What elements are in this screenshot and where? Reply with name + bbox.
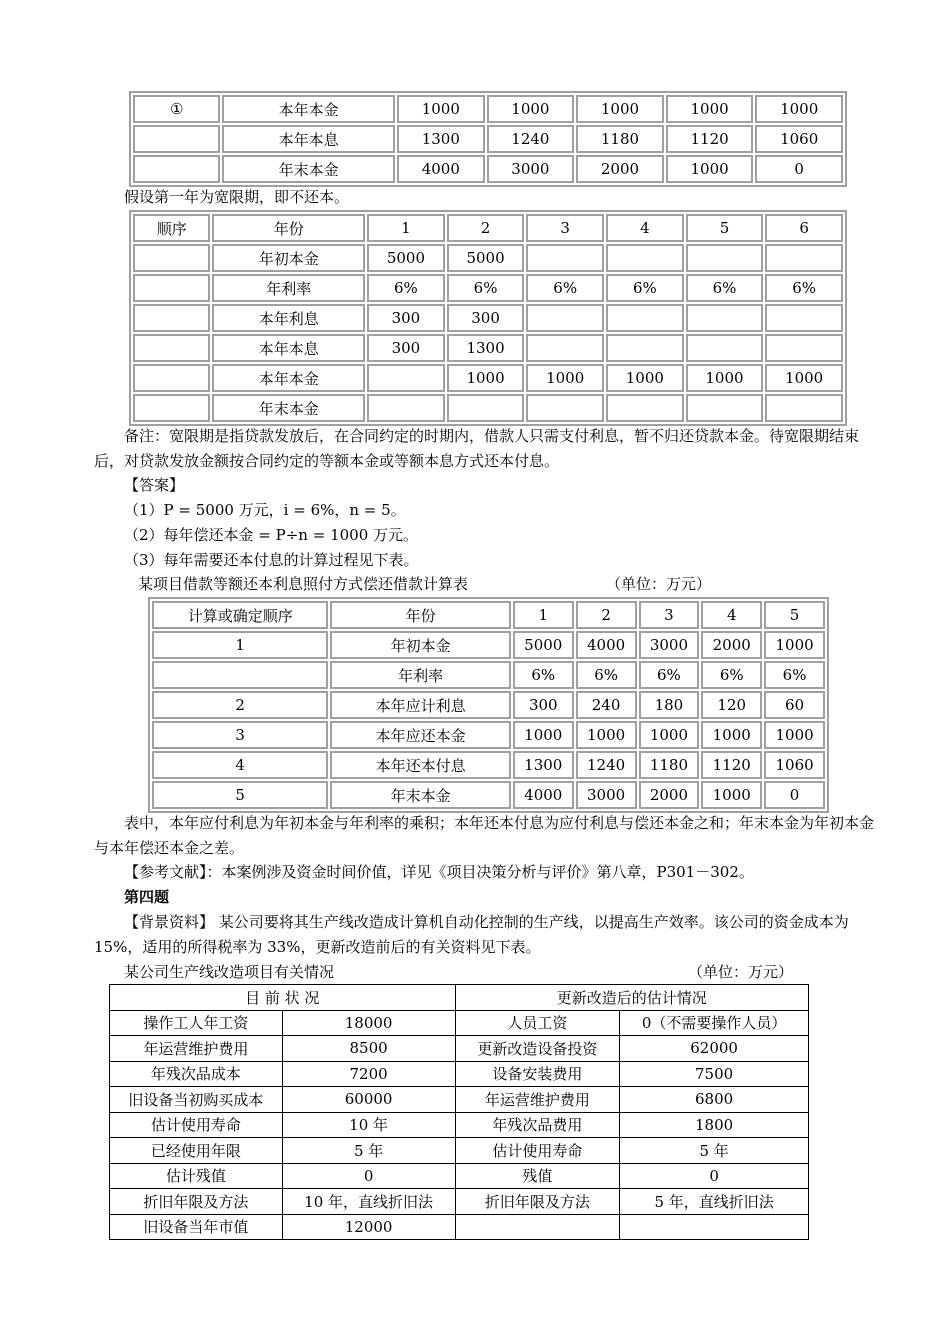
table-cell: 0 [764,781,825,809]
table-cell: 6% [576,661,637,689]
table-cell [686,244,764,272]
table-cell [367,394,445,422]
table-cell [133,244,210,272]
table-row [133,364,843,392]
table-row [110,1010,809,1036]
table-cell [765,394,843,422]
table-cell: 6% [701,661,762,689]
table-cell: 1000 [764,721,825,749]
table3-caption: 某项目借款等额还本利息照付方式偿还借款计算表 [138,575,469,593]
table-header-cell: 顺序 [133,214,210,242]
table-cell [765,244,843,272]
table-row [133,274,843,302]
table-cell: 更新改造设备投资 [455,1036,620,1062]
table-cell [765,334,843,362]
table-cell: 3000 [576,781,637,809]
table-cell [133,274,210,302]
table-header-cell: 6 [765,214,843,242]
table-cell: 估计使用寿命 [110,1112,283,1138]
table-cell: 4000 [397,155,485,183]
table-cell: 折旧年限及方法 [110,1189,283,1215]
table-cell: 6% [606,274,684,302]
table-cell: 5000 [447,244,525,272]
question4-title: 第四题 [124,888,170,906]
table-cell: 60 [764,691,825,719]
table-cell: 6% [447,274,525,302]
table-cell: 2000 [701,631,762,659]
table-cell: 本年应还本金 [330,721,510,749]
table-cell: 4 [152,751,328,779]
repayment-table-1 [129,91,847,187]
background-material: 【背景资料】 某公司要将其生产线改造成计算机自动化控制的生产线，以提高生产效率。该公司的资金成本为 15%，适用的所得税率为 33%，更新改造前后的有关资料见下表。 [94,913,849,956]
table-cell: 年利率 [212,274,365,302]
table-cell: 0（不需要操作人员） [620,1010,809,1036]
table-cell: 年初本金 [330,631,510,659]
table-row [133,304,843,332]
table4-caption: 某公司生产线改造项目有关情况 [124,963,335,981]
table-cell: 年残次品成本 [110,1061,283,1087]
grace-period-note: 假设第一年为宽限期，即不还本。 [124,188,350,206]
table-row [152,691,825,719]
table-cell: 0 [282,1163,455,1189]
table-cell: 6% [686,274,764,302]
table4-header-left: 目 前 状 况 [110,985,456,1011]
table-cell: 估计使用寿命 [455,1138,620,1164]
table-header-cell: 1 [367,214,445,242]
table-row [152,751,825,779]
table-cell: 6% [765,274,843,302]
table-header-cell: 年份 [330,601,510,629]
table-cell: 0 [755,155,843,183]
table-cell: 1240 [487,125,575,153]
table-cell: 1300 [513,751,574,779]
table-cell: 6800 [620,1087,809,1113]
table-cell [133,304,210,332]
table-cell: 1 [152,631,328,659]
table-cell: 120 [701,691,762,719]
table-header-cell: 5 [764,601,825,629]
table-cell: 1000 [686,364,764,392]
table-header-cell: 2 [576,601,637,629]
table-cell [526,334,604,362]
table-cell: 1000 [513,721,574,749]
table-cell [526,304,604,332]
table-cell: 12000 [282,1214,455,1240]
answer-line-3: （3）每年需要还本付息的计算过程见下表。 [124,551,419,569]
table-cell: 6% [526,274,604,302]
table-cell: 本年本金 [222,95,395,123]
table-cell: 5 年 [282,1138,455,1164]
answer-title: 【答案】 [124,476,185,494]
table-cell: 62000 [620,1036,809,1062]
table-cell: 旧设备当年市值 [110,1214,283,1240]
table-cell: 本年本金 [212,364,365,392]
table-cell [606,334,684,362]
table-cell: 10 年 [282,1112,455,1138]
table-cell: 1000 [397,95,485,123]
table-cell: 1000 [576,721,637,749]
table-cell: 1300 [447,334,525,362]
table-cell: 1800 [620,1112,809,1138]
table-row [152,721,825,749]
table-cell: 5000 [513,631,574,659]
table-cell: 本年本息 [222,125,395,153]
table-cell: 5000 [367,244,445,272]
table1-body [133,95,843,183]
table-cell: 折旧年限及方法 [455,1189,620,1215]
equal-principal-table [148,597,829,813]
table-cell [133,364,210,392]
table-cell: 0 [620,1163,809,1189]
table-row [133,155,843,183]
table-cell: 8500 [282,1036,455,1062]
table-row [152,661,825,689]
table-header-cell: 4 [701,601,762,629]
table-row [110,1138,809,1164]
table-cell: 1000 [526,364,604,392]
table-cell: 1000 [755,95,843,123]
table3-explanation: 表中，本年应付利息为年初本金与年利率的乘积；本年还本付息为应付利息与偿还本金之和；年末本金为年初本金与本年偿还本金之差。 [94,814,875,857]
table-cell: 1120 [666,125,754,153]
table-cell [606,394,684,422]
table-cell: 3 [152,721,328,749]
table-cell: 本年本息 [212,334,365,362]
table-cell: 1000 [447,364,525,392]
table-cell [133,155,220,183]
table-cell: 300 [367,304,445,332]
table-cell: 1180 [576,125,664,153]
table4-header-right: 更新改造后的估计情况 [455,985,809,1011]
table-row [110,1214,809,1240]
table-cell: 操作工人年工资 [110,1010,283,1036]
production-line-table [109,984,809,1240]
table-cell: 年残次品费用 [455,1112,620,1138]
answer-line-1: （1）P = 5000 万元，i = 6%，n = 5。 [124,501,406,519]
table-cell: 6% [367,274,445,302]
table-header-cell: 1 [513,601,574,629]
table-cell: 设备安装费用 [455,1061,620,1087]
table-cell [526,394,604,422]
table-cell: 1120 [701,751,762,779]
table-cell [686,304,764,332]
table-header-cell: 年份 [212,214,365,242]
table-cell: 3000 [487,155,575,183]
table-cell: 年末本金 [330,781,510,809]
table-cell: 7200 [282,1061,455,1087]
table-cell: 估计残值 [110,1163,283,1189]
table-cell [152,661,328,689]
table-cell: 1000 [606,364,684,392]
table-cell: 5 年 [620,1138,809,1164]
table3-body [152,601,825,809]
table-cell: 10 年，直线折旧法 [282,1189,455,1215]
table-cell: 1000 [701,721,762,749]
table-cell: 1060 [755,125,843,153]
table4-body [110,985,809,1240]
grace-period-remark: 备注：宽限期是指贷款发放后，在合同约定的时期内，借款人只需支付利息，暂不归还贷款本金。待宽限期结束后，对贷款发放金额按合同约定的等额本金或等额本息方式还本付息。 [94,427,860,470]
table-cell: 1000 [764,631,825,659]
table-cell: 年初本金 [212,244,365,272]
table-cell: 1300 [397,125,485,153]
table4-unit: （单位：万元） [688,963,794,981]
table-header-cell: 计算或确定顺序 [152,601,328,629]
table-cell: 1000 [666,155,754,183]
table-cell: 180 [639,691,700,719]
table-cell [367,364,445,392]
table-cell: 18000 [282,1010,455,1036]
table-cell: 1060 [764,751,825,779]
table-cell [620,1214,809,1240]
table-cell [606,244,684,272]
table-cell: 4000 [513,781,574,809]
table-row [152,631,825,659]
table-cell: 年末本金 [222,155,395,183]
table-cell: 6% [639,661,700,689]
table-cell: 年运营维护费用 [455,1087,620,1113]
table-cell: 本年应计利息 [330,691,510,719]
table-cell: 年末本金 [212,394,365,422]
table-cell: 300 [447,304,525,332]
table-cell: 7500 [620,1061,809,1087]
table-row [133,334,843,362]
table-cell: 300 [367,334,445,362]
table-cell: 3000 [639,631,700,659]
table-row [110,1087,809,1113]
table-cell: ① [133,95,220,123]
table2-body [133,214,843,422]
table-row [133,95,843,123]
table-cell: 1180 [639,751,700,779]
table-cell: 5 年，直线折旧法 [620,1189,809,1215]
table-cell: 240 [576,691,637,719]
table-row [110,1112,809,1138]
table-header-cell: 4 [606,214,684,242]
table4-header-row [110,985,809,1011]
table-cell [526,244,604,272]
table-cell: 年利率 [330,661,510,689]
answer-line-2: （2）每年偿还本金 = P÷n = 1000 万元。 [124,526,419,544]
table3-unit: （单位：万元） [606,575,712,593]
reference-note: 【参考文献】：本案例涉及资金时间价值，详见《项目决策分析与评价》第八章，P301－302。 [124,863,754,881]
table-cell: 6% [513,661,574,689]
table-cell [686,334,764,362]
table-header-cell: 5 [686,214,764,242]
table-cell: 4000 [576,631,637,659]
table-row [110,1189,809,1215]
table-cell: 本年利息 [212,304,365,332]
table-row [133,125,843,153]
table-cell: 1000 [666,95,754,123]
table-header-cell: 2 [447,214,525,242]
table-cell [133,125,220,153]
table-row [110,1163,809,1189]
table-row [133,394,843,422]
table-header-cell: 3 [526,214,604,242]
table-cell: 年运营维护费用 [110,1036,283,1062]
table-cell: 2 [152,691,328,719]
table-cell: 1000 [576,95,664,123]
table-cell: 旧设备当初购买成本 [110,1087,283,1113]
table-cell: 2000 [576,155,664,183]
table-cell: 本年还本付息 [330,751,510,779]
table-cell [686,394,764,422]
table-cell: 人员工资 [455,1010,620,1036]
table-cell: 5 [152,781,328,809]
table-header-cell: 3 [639,601,700,629]
table-cell [447,394,525,422]
table-cell: 60000 [282,1087,455,1113]
table-cell: 已经使用年限 [110,1138,283,1164]
table-header-row [152,601,825,629]
table-header-row [133,214,843,242]
table-row [133,244,843,272]
table-cell: 1000 [487,95,575,123]
table-cell: 残值 [455,1163,620,1189]
table-row [110,1061,809,1087]
grace-period-table [129,210,847,426]
table-cell [133,334,210,362]
table-row [110,1036,809,1062]
table-cell [606,304,684,332]
table-row [152,781,825,809]
table-cell: 1240 [576,751,637,779]
table-cell: 1000 [765,364,843,392]
table-cell [765,304,843,332]
table-cell: 1000 [639,721,700,749]
table-cell: 1000 [701,781,762,809]
table-cell: 2000 [639,781,700,809]
table-cell: 300 [513,691,574,719]
table-cell [133,394,210,422]
table-cell: 6% [764,661,825,689]
table-cell [455,1214,620,1240]
